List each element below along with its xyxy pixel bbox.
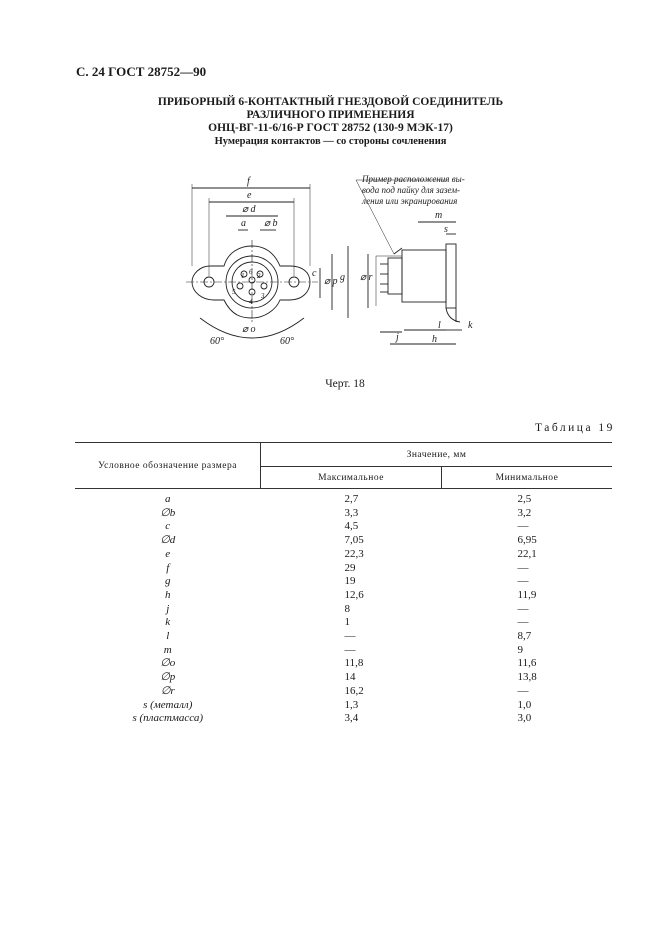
row-max: 3,4 [344,712,359,725]
label-e: e [247,190,252,201]
table-row [75,657,612,671]
table-row [75,644,612,658]
contact-pin [261,283,267,289]
contact-number: 3 [261,292,265,300]
row-symbol: ∅r [160,684,175,697]
title-line-2: РАЗЛИЧНОГО ПРИМЕНЕНИЯ [246,109,415,121]
label-h: h [432,334,437,345]
label-b: ⌀ b [264,218,278,229]
row-symbol: j [166,602,170,615]
table-row [75,575,612,589]
label-a: a [241,218,246,229]
title-line-3: ОНЦ-ВГ-11-6/16-Р ГОСТ 28752 (130-9 МЭК-17) [208,122,453,134]
row-min: 13,8 [517,671,537,684]
row-symbol: ∅d [160,534,176,547]
contact-number: 4 [249,298,253,306]
contact-number: 5 [232,288,236,296]
label-j: j [396,332,399,343]
row-max: 2,7 [344,493,359,505]
row-symbol: s (пластмасса) [132,712,204,725]
label-angle-2: 60° [280,336,294,347]
note-line-1: Пример расположения вы- [362,174,465,184]
table-row [75,507,612,521]
row-max: 11,8 [344,657,364,670]
row-min: — [517,616,529,629]
row-min: 9 [517,643,523,656]
contact-number: 2 [257,272,261,280]
table-row [75,712,612,726]
row-max: 7,05 [344,534,364,547]
row-max: 29 [344,561,356,574]
row-min: 3,2 [517,506,532,519]
label-p: ⌀ p [324,276,338,287]
title-line-1: ПРИБОРНЫЙ 6-КОНТАКТНЫЙ ГНЕЗДОВОЙ СОЕДИНИТЕЛЬ [157,96,504,108]
row-symbol: c [165,520,171,533]
table-label: Таблица 19 [535,422,615,434]
label-f: f [247,176,250,187]
row-min: 6,95 [517,534,537,547]
label-angle-1: 60° [210,336,224,347]
row-min: — [517,520,529,533]
flange-outline [192,246,310,318]
row-min: 2,5 [517,493,532,505]
label-o: ⌀ o [242,324,256,335]
label-d: ⌀ d [242,204,256,215]
page-header: С. 24 ГОСТ 28752—90 [76,64,207,79]
row-min: 11,6 [517,657,537,670]
row-min: 22,1 [517,547,537,560]
front-view [186,184,348,338]
row-symbol: s (металл) [143,698,193,711]
row-max: 4,5 [344,520,359,533]
table-row [75,671,612,685]
row-min: — [517,575,529,588]
table-row [75,699,612,713]
row-symbol: l [166,630,170,643]
row-symbol: a [165,493,171,505]
title-line-4: Нумерация контактов — со стороны сочленения [214,136,447,147]
header-value: Значение, мм [261,443,613,467]
table-row [75,685,612,699]
table-row [75,489,612,507]
row-symbol: ∅b [160,506,176,519]
row-max: 3,3 [344,506,359,519]
row-max: 14 [344,671,356,684]
row-min: — [517,602,529,615]
row-symbol: k [165,616,171,629]
row-max: 12,6 [344,588,364,601]
row-min: 8,7 [517,630,532,643]
row-max: — [344,630,356,643]
row-symbol: f [166,561,170,574]
label-m: m [435,210,443,221]
row-symbol: h [165,588,171,601]
table-row [75,616,612,630]
label-l: l [438,320,441,331]
table-row [75,603,612,617]
table-row [75,520,612,534]
row-max: 22,3 [344,547,364,560]
label-r: ⌀ r [360,272,373,283]
contact-number: 6 [249,268,253,276]
row-symbol: m [163,643,172,656]
label-s: s [444,224,448,235]
row-max: — [344,643,356,656]
row-min: 3,0 [517,712,532,725]
table-row [75,589,612,603]
label-k: k [468,320,473,331]
table-row [75,562,612,576]
row-min: — [517,684,529,697]
connector-drawing [180,168,520,368]
table-row [75,534,612,548]
row-symbol: e [165,547,171,560]
table-row [75,630,612,644]
row-max: 1 [344,616,350,629]
header-designation: Условное обозначение размера [75,443,261,489]
header-min: Минимальное [442,467,613,489]
row-symbol: ∅p [160,671,176,684]
row-symbol: g [165,575,171,588]
row-max: 8 [344,602,350,615]
table-row [75,548,612,562]
header-max: Максимальное [261,467,442,489]
table-body [75,489,612,726]
row-max: 1,3 [344,698,359,711]
label-c: c [312,268,317,279]
contact-number: 1 [241,272,245,280]
row-max: 19 [344,575,356,588]
row-min: 11,9 [517,588,537,601]
note-line-3: ления или экранирования [362,196,458,206]
dimension-table [75,442,612,726]
contact-pin [237,283,243,289]
row-max: 16,2 [344,684,364,697]
note-line-2: вода под пайку для зазем- [362,185,461,195]
label-g: g [340,272,345,283]
row-min: — [517,561,529,574]
row-min: 1,0 [517,698,532,711]
row-symbol: ∅o [160,657,176,670]
figure-caption: Черт. 18 [325,378,365,390]
